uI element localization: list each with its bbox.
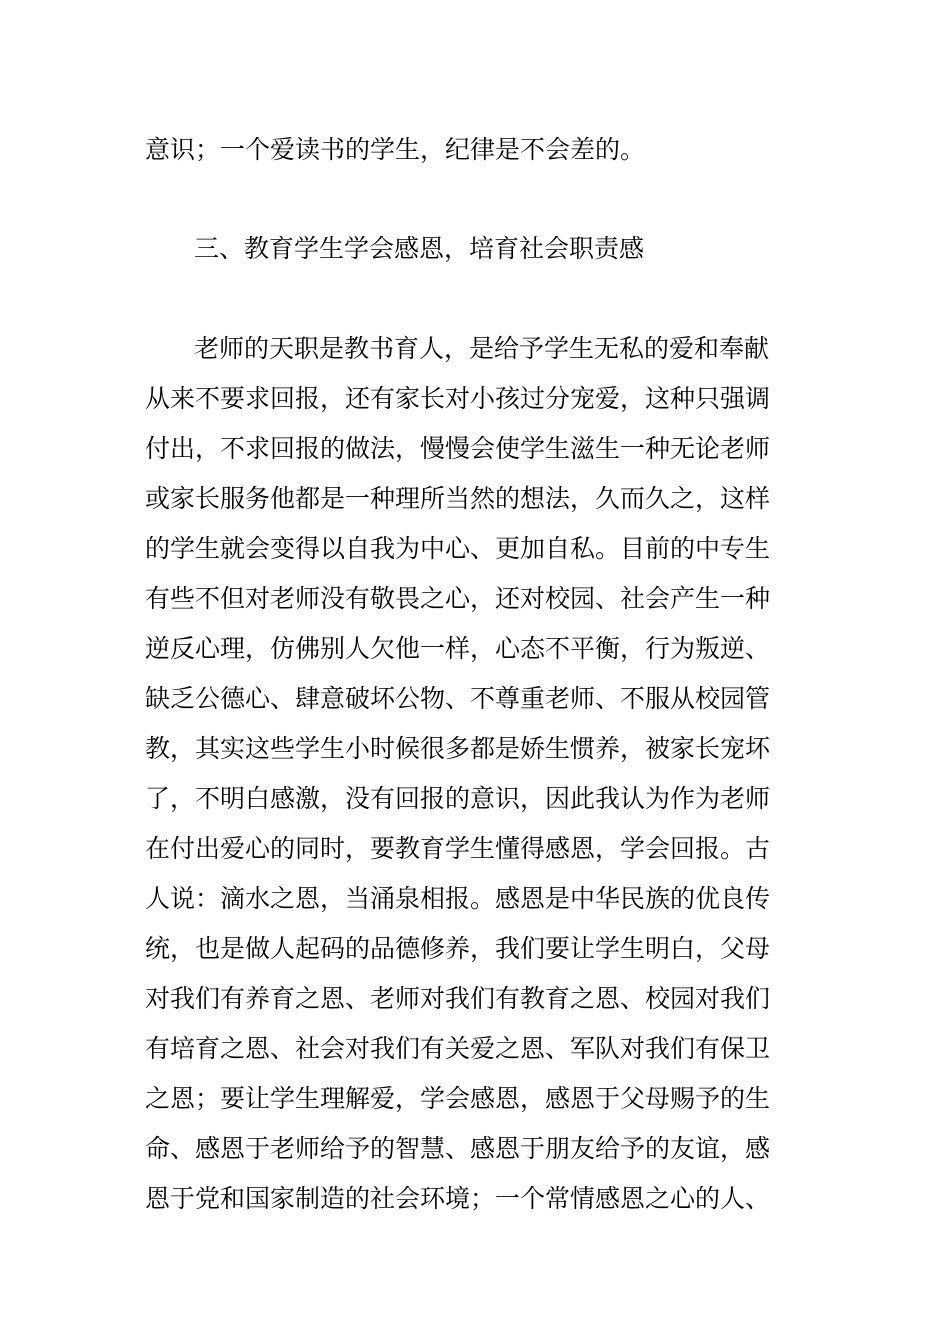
paragraph-line: 对我们有养育之恩、老师对我们有教育之恩、校园对我们 — [145, 984, 771, 1013]
paragraph-line: 从来不要求回报，还有家长对小孩过分宠爱，这种只强调 — [145, 384, 771, 413]
paragraph-line: 教，其实这些学生小时候很多都是娇生惯养，被家长宠坏 — [145, 734, 771, 763]
paragraph-line: 老师的天职是教书育人，是给予学生无私的爱和奉献 — [194, 334, 770, 363]
paragraph-line: 付出，不求回报的做法，慢慢会使学生滋生一种无论老师 — [145, 434, 771, 463]
paragraph-line: 缺乏公德心、肆意破坏公物、不尊重老师、不服从校园管 — [145, 684, 771, 713]
paragraph-line: 在付出爱心的同时，要教育学生懂得感恩，学会回报。古 — [145, 834, 771, 863]
paragraph-line: 的学生就会变得以自我为中心、更加自私。目前的中专生 — [145, 534, 771, 563]
paragraph-line: 逆反心理，仿佛别人欠他一样，心态不平衡，行为叛逆、 — [145, 634, 771, 663]
paragraph-line: 或家长服务他都是一种理所当然的想法，久而久之，这样 — [145, 484, 771, 513]
paragraph-line: 命、感恩于老师给予的智慧、感恩于朋友给予的友谊，感 — [145, 1134, 771, 1163]
paragraph-line: 恩于党和国家制造的社会环境；一个常情感恩之心的人、 — [145, 1184, 771, 1213]
paragraph-line: 有培育之恩、社会对我们有关爱之恩、军队对我们有保卫 — [145, 1034, 771, 1063]
paragraph-line: 人说：滴水之恩，当涌泉相报。感恩是中华民族的优良传 — [145, 884, 771, 913]
paragraph-line: 有些不但对老师没有敬畏之心，还对校园、社会产生一种 — [145, 584, 771, 613]
continuation-line: 意识；一个爱读书的学生，纪律是不会差的。 — [145, 135, 646, 164]
paragraph-line: 之恩；要让学生理解爱，学会感恩，感恩于父母赐予的生 — [145, 1084, 771, 1113]
paragraph-line: 统，也是做人起码的品德修养，我们要让学生明白，父母 — [145, 934, 771, 963]
paragraph-line: 了，不明白感激，没有回报的意识，因此我认为作为老师 — [145, 784, 771, 813]
section-heading: 三、教育学生学会感恩，培育社会职责感 — [194, 234, 645, 263]
